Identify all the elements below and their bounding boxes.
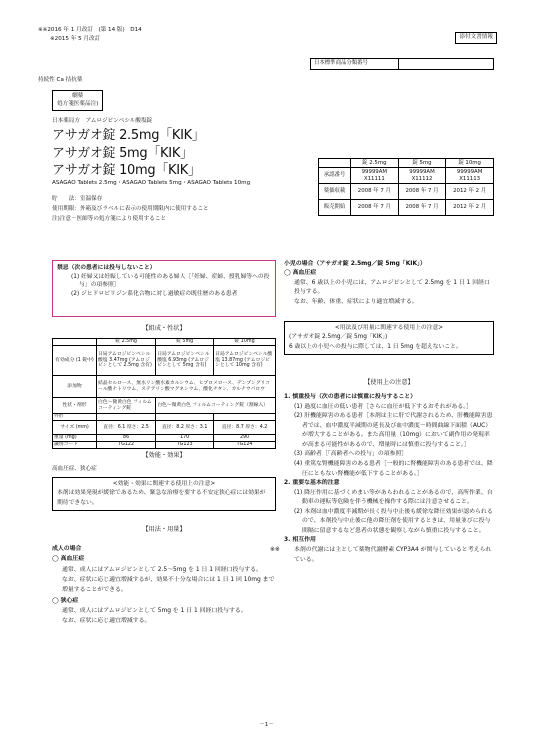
comp-cell: 170 xyxy=(156,435,214,442)
approval-row-label: 販売開始 xyxy=(319,200,351,216)
tablet-shape-cell xyxy=(156,414,214,421)
drug-category: 持続性 Ca 拮抗薬 xyxy=(38,77,83,83)
comp-cell: 86 xyxy=(97,435,156,442)
contraindication-box xyxy=(52,260,276,317)
title-2-5mg: アサガオ錠 2.5mg「KIK」 xyxy=(52,128,205,143)
comp-cell: 直径：8.2 厚さ：3.1 xyxy=(156,421,214,435)
precaution-section-1: 1. 慎重投与（次の患者には慎重に投与すること） xyxy=(284,394,417,400)
approval-header-cell: 錠 2.5mg xyxy=(351,159,399,168)
efficacy-note-box xyxy=(52,477,276,511)
pediatric-note-title: <用法及び用量に関連する使用上の注意> xyxy=(334,325,444,331)
title-5mg: アサガオ錠 5mg「KIK」 xyxy=(52,145,193,161)
tablet-shape-cell xyxy=(214,414,276,421)
comp-cell: 日局アムロジピンベシル酸塩 6.93mg (アムロジピンとして 5mg 含有) xyxy=(156,346,214,376)
approval-cell: 2008 年 7 月 xyxy=(351,184,399,200)
pediatric-ht-label: ◯ 高血圧症 xyxy=(284,270,317,277)
comp-row-label: 外形 xyxy=(53,414,97,421)
revision-notes xyxy=(38,26,142,43)
dosage-angina-text-2: なお、症状に応じ適宜増減する。 xyxy=(62,618,151,625)
efficacy-note-title: <効能・効果に関連する使用上の注意> xyxy=(112,481,216,487)
expiry: 使用期限：外箱及びラベルに表示の使用期限内に使用すること xyxy=(52,206,209,212)
classification-box xyxy=(310,58,494,70)
pediatric-text: 通常、6 歳以上の小児には、アムロジピンとして 2.5mg を 1 日 1 回経口投与する。 xyxy=(294,279,490,296)
pediatric-section xyxy=(284,260,494,307)
precaution-item: (1) 過度に血圧の低い患者［さらに血圧が低下するおそれがある。］ xyxy=(294,403,473,410)
approval-cell: 2008 年 7 月 xyxy=(351,200,399,216)
precaution-item: (3) 高齢者［「高齢者への投与」の項参照］ xyxy=(294,451,408,458)
precaution-item: (2) 肝機能障害のある患者［本剤は主に肝で代謝されるため、肝機能障害患者では、血中濃度半減期の延長及び血中濃度－時間曲線下面積（AUC）が増大することがある。また高用量（10mg）において副作用の発現率が高まる可能性があるので、増量時には慎重に投与すること。］ xyxy=(294,413,493,448)
comp-cell: 日局アムロジピンベシル酸塩 13.87mg (アムロジピンとして 10mg 含有) xyxy=(214,346,276,376)
comp-cell: TG123 xyxy=(156,442,214,449)
comp-cell: 290 xyxy=(214,435,276,442)
comp-cell: 直径：6.1 厚さ：2.5 xyxy=(97,421,156,435)
contraindication-title: 禁忌（次の患者には投与しないこと） xyxy=(57,265,156,271)
comp-row-label: 添加物 xyxy=(53,376,97,398)
approval-cell: 99999AM X11112 xyxy=(398,168,446,184)
comp-row-label: サイズ (mm) xyxy=(53,421,97,435)
classification-value xyxy=(399,59,493,69)
jp-name: 日本薬局方 アムロジピンベシル酸塩錠 xyxy=(52,118,153,124)
dosage-ht-text-2: なお、症状に応じ適宜増減するが、効果不十分な場合には 1 日 1 回 10mg まで増量することができる。 xyxy=(62,576,275,594)
dosage-adult-label: 成人の場合 xyxy=(52,546,82,552)
dosage-ht-text: 通常、成人にはアムロジピンとして 2.5～5mg を 1 日 1 回経口投与する。 xyxy=(62,566,262,573)
comp-header-cell: 錠 2.5mg xyxy=(97,339,156,346)
approval-row-label: 薬価収載 xyxy=(319,184,351,200)
tablet-shape-cell xyxy=(97,414,156,421)
comp-cell: 直径：8.7 厚さ：4.2 xyxy=(214,421,276,435)
efficacy-note-text: 本剤は効果発現が緩徐であるため、緊急な治療を要する不安定狭心症には効果が期待できない。 xyxy=(57,490,266,506)
approval-cell: 99999AM X11113 xyxy=(446,168,494,184)
comp-header-cell xyxy=(53,339,97,346)
comp-cell: 白色～微黄白色 フィルムコーティング錠（割線入） xyxy=(156,398,276,414)
dosage-ht-label: ◯ 高血圧症 xyxy=(52,556,85,563)
comp-cell: TG122 xyxy=(97,442,156,449)
pediatric-note-text: 6 歳以上の小児への投与に際しては、1 日 5mg を超えないこと。 xyxy=(289,343,462,350)
comp-row-label: 識別コード xyxy=(53,442,97,449)
comp-row-label: 性状・剤形 xyxy=(53,398,97,414)
approval-header-cell: 錠 10mg xyxy=(446,159,494,168)
comp-header-cell: 錠 10mg xyxy=(214,339,276,346)
precaution-item: (4) 重篤な腎機能障害のある患者［一般的に腎機能障害のある患者では、降圧にともない腎機能が低下することがある。］ xyxy=(294,460,493,477)
regulation-box xyxy=(52,90,103,111)
interaction-note xyxy=(270,546,494,565)
pediatric-note-box xyxy=(284,321,494,355)
approval-cell: 2012 年 2 月 xyxy=(446,184,494,200)
regulation-line-2: 処方箋医薬品注) xyxy=(57,100,99,107)
comp-cell: 白色～微黄白色 フィルムコーティング錠 xyxy=(97,398,156,414)
pediatric-note-sub: (アサガオ錠 2.5mg／錠 5mg「KIK」) xyxy=(289,334,388,341)
pediatric-title: 小児の場合（アサガオ錠 2.5mg／錠 5mg「KIK」） xyxy=(284,261,426,267)
precaution-item: (1) 降圧作用に基づくめまい等があらわれることがあるので、高所作業、自動車の運転等危険を伴う機械を操作する際には注意させること。 xyxy=(294,489,493,506)
precaution-section-3: 3. 相互作用 xyxy=(284,537,316,544)
regulation-line-1: 劇薬 xyxy=(72,93,84,99)
approval-header-cell: 錠 5mg xyxy=(398,159,446,168)
approval-cell: 99999AM X11111 xyxy=(351,168,399,184)
approval-row-label: 承認番号 xyxy=(319,168,351,184)
precautions-heading: 【使用上の注意】 xyxy=(364,379,414,386)
precautions-body xyxy=(270,393,494,565)
page-number: －1－ xyxy=(259,722,274,728)
approval-cell: 2008 年 7 月 xyxy=(398,184,446,200)
title-10mg: アサガオ錠 10mg「KIK」 xyxy=(52,163,201,179)
efficacy-text: 高血圧症、狭心症 xyxy=(52,466,97,472)
precaution-item: (2) 本剤は血中濃度半減期が長く投与中止後も緩徐な降圧効果が認められるので、本剤投与中止後に他の降圧剤を使用するときは、用量並びに投与間隔に留意するなど患者の状態を観察しながら慎重に投与すること。 xyxy=(294,508,493,534)
approval-cell: 2008 年 7 月 xyxy=(398,200,446,216)
revision-mark: ※※ xyxy=(270,547,280,553)
comp-row-label: 有効成分 (1 錠中) xyxy=(53,346,97,376)
dosage-angina-text: 通常、成人にはアムロジピンとして 5mg を 1 日 1 回経口投与する。 xyxy=(62,607,247,614)
composition-table xyxy=(52,338,276,449)
comp-cell: 結晶セルロース、無水リン酸水素カルシウム、ヒプロメロース、デンプングリコール酸ナトリウム、ステアリン酸マグネシウム、酸化チタン、カルナウバロウ xyxy=(97,376,276,398)
approval-cell: 2012 年 2 月 xyxy=(446,200,494,216)
rx-note: 注)注意－医師等の処方箋により使用すること xyxy=(52,216,167,222)
approval-table xyxy=(318,158,494,216)
comp-row-label: 重量 (mg) xyxy=(53,435,97,442)
english-name: ASAGAO Tablets 2.5mg・ASAGAO Tablets 5mg・ASAGAO Tablets 10mg xyxy=(52,180,251,186)
comp-header-cell: 錠 5mg xyxy=(156,339,214,346)
revision-line-1: ※※2016 年 1 月改訂 (第 14 版) D14 xyxy=(38,27,142,33)
dosage-angina-label: ◯ 狭心症 xyxy=(52,597,79,604)
approval-header-cell xyxy=(319,159,351,168)
contraindication-item: (2) ジヒドロピリジン系化合物に対し過敏症の既往歴のある患者 xyxy=(71,291,238,298)
pediatric-text-2: なお、年齢、体重、症状により適宜増減する。 xyxy=(294,298,418,305)
classification-label: 日本標準商品分類番号 xyxy=(311,59,399,69)
precaution-section-2: 2. 重要な基本的注意 xyxy=(284,480,340,487)
title-block xyxy=(52,127,205,180)
comp-cell: 日局アムロジピンベシル酸塩 3.47mg (アムロジピンとして 2.5mg 含有) xyxy=(97,346,156,376)
comp-cell: TG124 xyxy=(214,442,276,449)
efficacy-heading: 【効能・効果】 xyxy=(142,452,186,459)
composition-heading: 【組成・性状】 xyxy=(142,325,186,332)
dosage-body xyxy=(52,544,276,627)
revision-line-2: ※2015 年 5 月改訂 xyxy=(50,35,101,42)
storage: 貯 法：室温保存 xyxy=(52,196,103,202)
attachment-info-label: 添付文書情報 xyxy=(455,32,497,44)
contraindication-item: (1) 妊婦又は妊娠している可能性のある婦人［「妊婦、産婦、授乳婦等への投与」の項参照］ xyxy=(71,273,270,289)
interaction-text: 本剤の代謝には主として薬物代謝酵素 CYP3A4 が関与していると考えられている。 xyxy=(294,547,492,563)
dosage-heading: 【用法・用量】 xyxy=(142,526,186,533)
